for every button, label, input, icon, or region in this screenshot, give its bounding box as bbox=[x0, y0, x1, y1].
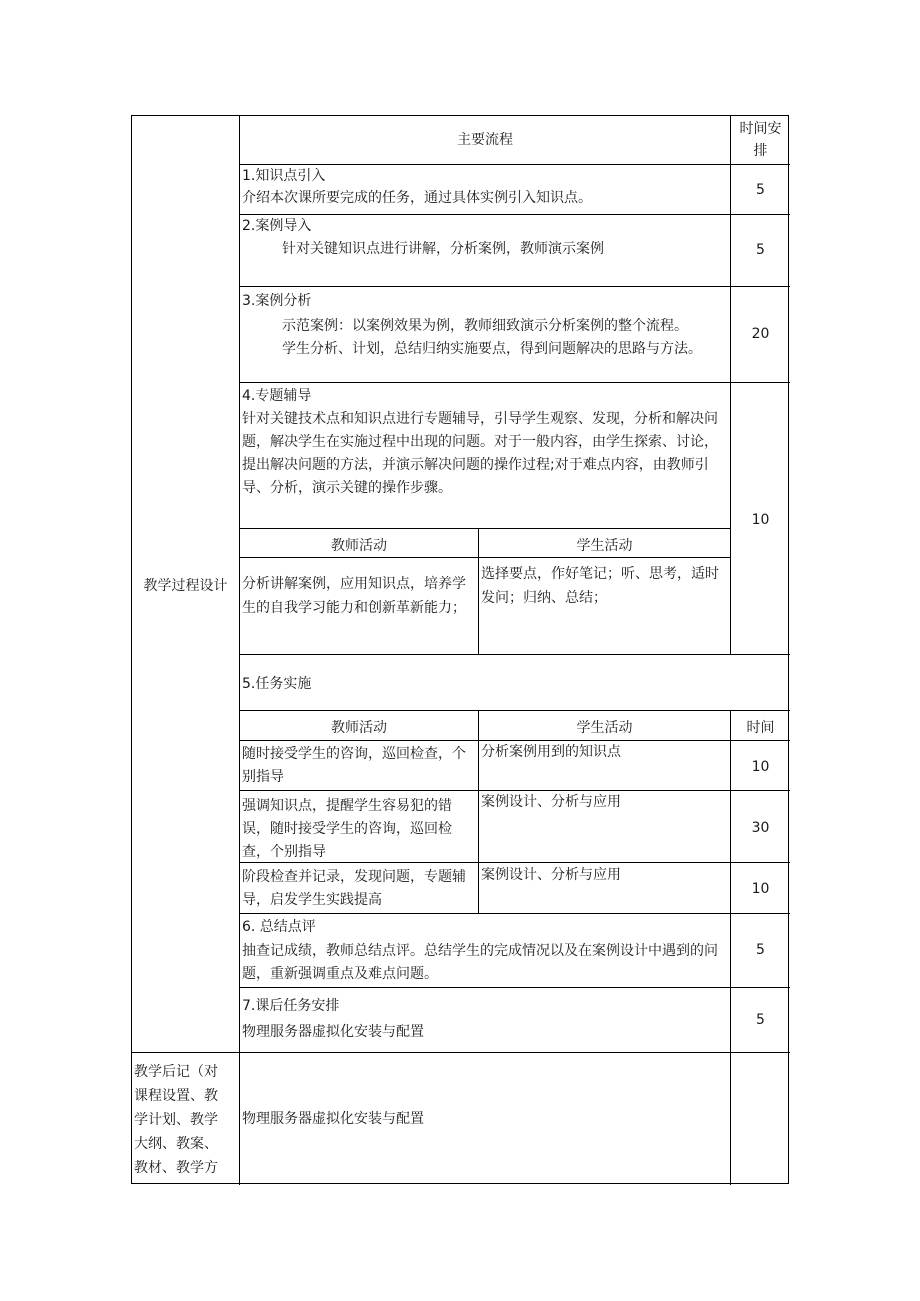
step7-title: 7.课后任务安排 bbox=[242, 998, 340, 1014]
postscript-label-line5: 教材、教学方 bbox=[134, 1160, 218, 1176]
step5-row3-teacher: 阶段检查并记录，发现问题，专题辅导，启发学生实践提高 bbox=[242, 869, 466, 908]
step3-line1: 示范案例：以案例效果为例，教师细致演示分析案例的整个流程。 bbox=[282, 318, 688, 334]
step3-title: 3.案例分析 bbox=[242, 293, 312, 309]
step5-row1-time: 10 bbox=[751, 759, 770, 775]
step4-body: 针对关键技术点和知识点进行专题辅导，引导学生观察、发现，分析和解决问题，解决学生在实施过程中出现的问题。对于一般内容，由学生探索、讨论，提出解决问题的方法，并演示解决问题的操作过程;对于难点内容，由教师引导、分析，演示关键的操作步骤。 bbox=[242, 411, 718, 496]
step5-row3-time: 10 bbox=[751, 881, 770, 897]
step4-student-header: 学生活动 bbox=[576, 538, 633, 554]
step3-time: 20 bbox=[751, 326, 770, 342]
step4-time: 10 bbox=[751, 512, 770, 528]
rule-step1-bottom bbox=[239, 214, 790, 215]
rule-header-bottom bbox=[239, 164, 790, 165]
step7-time: 5 bbox=[756, 1012, 765, 1028]
step2-time: 5 bbox=[756, 242, 765, 258]
lesson-plan-table bbox=[131, 115, 789, 1184]
postscript-label-line4: 大纲、教案、 bbox=[134, 1136, 218, 1152]
step5-student-header: 学生活动 bbox=[576, 720, 633, 736]
step4-title: 4.专题辅导 bbox=[242, 388, 312, 404]
rule-step4-text-bottom bbox=[239, 528, 730, 529]
step1-time: 5 bbox=[756, 182, 765, 198]
rule-step4-bottom bbox=[239, 654, 790, 655]
step1-title: 1.知识点引入 bbox=[242, 168, 326, 184]
rule-step6-bottom bbox=[239, 987, 790, 988]
step3-line2: 学生分析、计划，总结归纳实施要点，得到问题解决的思路与方法。 bbox=[282, 341, 702, 357]
rule-step2-bottom bbox=[239, 286, 790, 287]
step2-title: 2.案例导入 bbox=[242, 218, 312, 234]
step6-time: 5 bbox=[756, 942, 765, 958]
step2-body: 针对关键知识点进行讲解，分析案例，教师演示案例 bbox=[282, 241, 604, 257]
rule-process-bottom bbox=[132, 1052, 790, 1053]
time-header-line1: 时间安 bbox=[739, 121, 782, 137]
step1-body: 介绍本次课所要完成的任务，通过具体实例引入知识点。 bbox=[242, 190, 592, 206]
rule-step5-row3-bottom bbox=[239, 913, 790, 914]
postscript-label-line3: 学计划、教学 bbox=[134, 1112, 218, 1128]
step6-body: 抽查记成绩，教师总结点评。总结学生的完成情况以及在案例设计中遇到的问题，重新强调重点及难点问题。 bbox=[242, 943, 718, 982]
rule-step5-row1-bottom bbox=[239, 790, 790, 791]
step6-title: 6. 总结点评 bbox=[242, 919, 316, 935]
rule-step5-split bbox=[478, 710, 479, 913]
time-header-line2: 排 bbox=[753, 143, 768, 159]
step4-teacher-header: 教师活动 bbox=[331, 538, 387, 554]
step4-teacher-activity: 分析讲解案例，应用知识点，培养学生的自我学习能力和创新革新能力； bbox=[242, 576, 466, 616]
step5-row2-time: 30 bbox=[751, 820, 770, 836]
postscript-body: 物理服务器虚拟化安装与配置 bbox=[242, 1111, 424, 1127]
rule-step3-bottom bbox=[239, 382, 790, 383]
section-label: 教学过程设计 bbox=[143, 578, 228, 594]
step5-row1-teacher: 随时接受学生的咨询，巡回检查，个别指导 bbox=[242, 746, 466, 785]
postscript-label-line1: 教学后记（对 bbox=[134, 1064, 218, 1080]
rule-step5-header-bottom bbox=[239, 740, 790, 741]
step4-student-activity: 选择要点，作好笔记；听、思考，适时发问；归纳、总结； bbox=[481, 566, 719, 606]
rule-step4-header-bottom bbox=[239, 557, 730, 558]
step5-row3-student: 案例设计、分析与应用 bbox=[481, 867, 621, 883]
rule-label-column bbox=[239, 116, 240, 1185]
step5-teacher-header: 教师活动 bbox=[331, 720, 387, 736]
main-flow-header: 主要流程 bbox=[457, 132, 513, 148]
step5-time-header: 时间 bbox=[746, 720, 775, 736]
step5-row1-student: 分析案例用到的知识点 bbox=[481, 744, 621, 760]
postscript-label-line2: 课程设置、教 bbox=[134, 1088, 218, 1104]
rule-step5-title-bottom bbox=[239, 710, 790, 711]
step5-title: 5.任务实施 bbox=[242, 676, 312, 692]
step7-body: 物理服务器虚拟化安装与配置 bbox=[242, 1024, 424, 1040]
step5-row2-student: 案例设计、分析与应用 bbox=[481, 794, 621, 810]
step5-row2-teacher: 强调知识点，提醒学生容易犯的错误，随时接受学生的咨询，巡回检查，个别指导 bbox=[242, 798, 452, 860]
